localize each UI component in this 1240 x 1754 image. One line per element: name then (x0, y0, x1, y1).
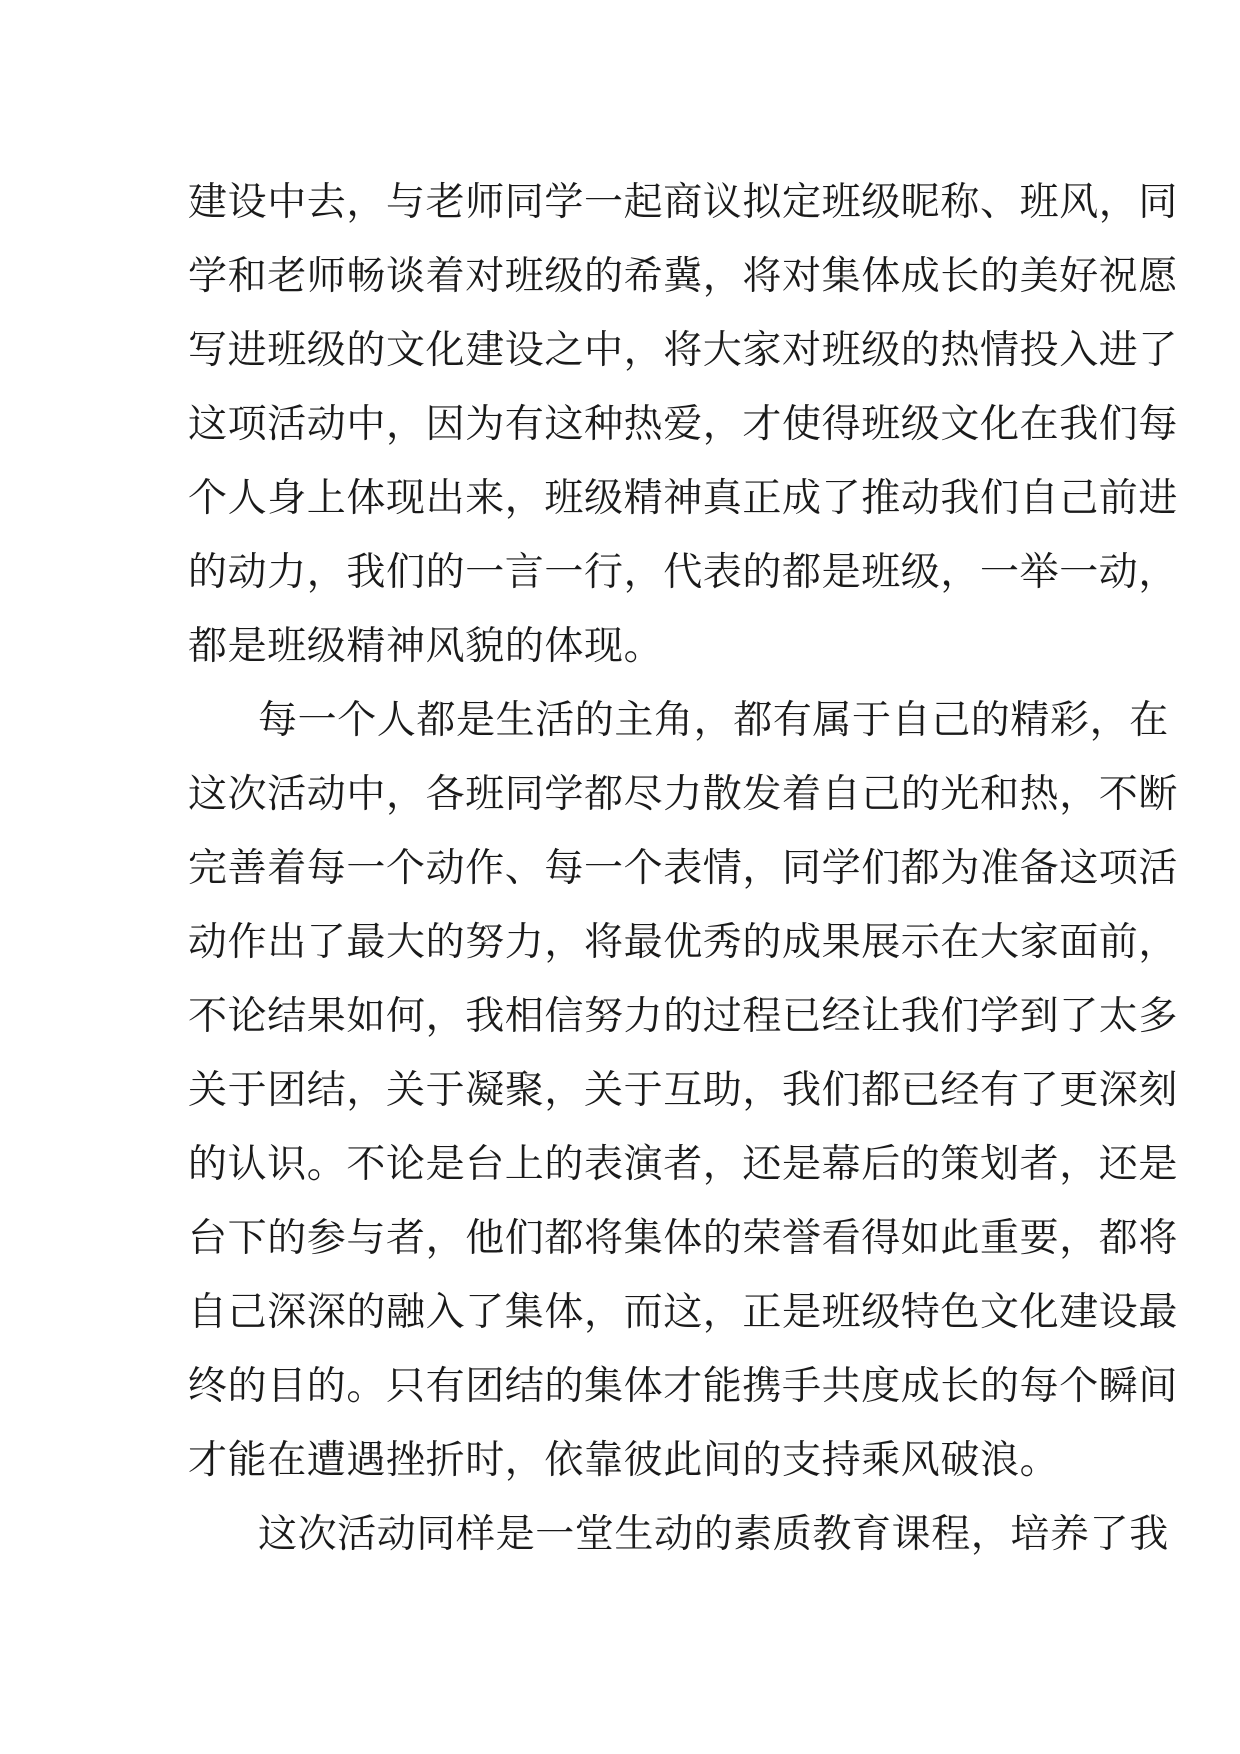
text-line: 才能在遭遇挫折时，依靠彼此间的支持乘风破浪。 (188, 1438, 1060, 1483)
body-text (188, 166, 1179, 1572)
text-line: 这次活动中，各班同学都尽力散发着自己的光和热，不断 (188, 772, 1179, 817)
text-line: 关于团结，关于凝聚，关于互助，我们都已经有了更深刻 (188, 1068, 1179, 1113)
text-line: 台下的参与者，他们都将集体的荣誉看得如此重要，都将 (188, 1216, 1179, 1261)
paragraph-3 (188, 1498, 1169, 1572)
paragraph-2 (188, 684, 1179, 1498)
text-line: 完善着每一个动作、每一个表情，同学们都为准备这项活 (188, 846, 1179, 891)
text-line: 的动力，我们的一言一行，代表的都是班级，一举一动， (188, 550, 1179, 595)
text-line: 动作出了最大的努力，将最优秀的成果展示在大家面前， (188, 920, 1179, 965)
text-line: 建设中去，与老师同学一起商议拟定班级昵称、班风，同 (188, 180, 1179, 225)
text-line: 终的目的。只有团结的集体才能携手共度成长的每个瞬间 (188, 1364, 1179, 1409)
text-line: 学和老师畅谈着对班级的希冀，将对集体成长的美好祝愿 (188, 254, 1179, 299)
text-line: 自己深深的融入了集体，而这，正是班级特色文化建设最 (188, 1290, 1179, 1335)
text-line: 个人身上体现出来，班级精神真正成了推动我们自己前进 (188, 476, 1179, 521)
paragraph-1 (188, 166, 1179, 684)
text-line: 写进班级的文化建设之中，将大家对班级的热情投入进了 (188, 328, 1179, 373)
text-line: 不论结果如何，我相信努力的过程已经让我们学到了太多 (188, 994, 1179, 1039)
text-line: 都是班级精神风貌的体现。 (188, 624, 664, 669)
text-line: 这项活动中，因为有这种热爱，才使得班级文化在我们每 (188, 402, 1179, 447)
text-line: 这次活动同样是一堂生动的素质教育课程，培养了我 (258, 1512, 1169, 1557)
text-line: 每一个人都是生活的主角，都有属于自己的精彩，在 (258, 698, 1169, 743)
text-line: 的认识。不论是台上的表演者，还是幕后的策划者，还是 (188, 1142, 1179, 1187)
